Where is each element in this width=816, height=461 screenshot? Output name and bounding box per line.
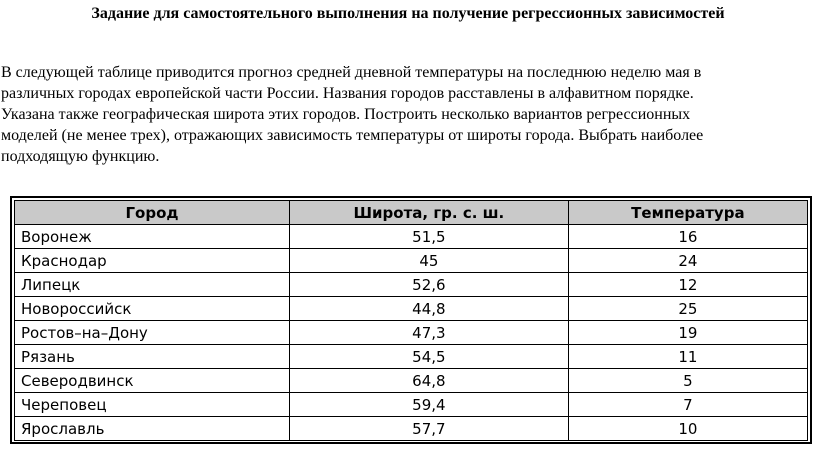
header-latitude: Широта, гр. с. ш. xyxy=(290,201,569,225)
paragraph-line: различных городах европейской части России. Названия городов расставлены в алфавитном порядке. xyxy=(1,85,694,102)
cell-temperature: 19 xyxy=(568,321,807,345)
paragraph-line: подходящую функцию. xyxy=(1,148,160,165)
cell-temperature: 7 xyxy=(568,393,807,417)
cell-temperature: 5 xyxy=(568,369,807,393)
cell-city: Новороссийск xyxy=(15,297,290,321)
cell-temperature: 25 xyxy=(568,297,807,321)
paragraph-line: Указана также географическая широта этих городов. Построить несколько вариантов регрессионных xyxy=(1,106,691,123)
cell-latitude: 44,8 xyxy=(290,297,569,321)
city-temperature-table xyxy=(14,200,808,441)
table-row xyxy=(15,417,808,441)
table-row xyxy=(15,225,808,249)
table-row xyxy=(15,321,808,345)
cell-city: Рязань xyxy=(15,345,290,369)
cell-city: Ярославль xyxy=(15,417,290,441)
cell-temperature: 10 xyxy=(568,417,807,441)
cell-temperature: 24 xyxy=(568,249,807,273)
cell-city: Северодвинск xyxy=(15,369,290,393)
paragraph-line: моделей (не менее трех), отражающих зависимость температуры от широты города. Выбрать наиболее xyxy=(1,127,704,144)
cell-city: Липецк xyxy=(15,273,290,297)
table-row xyxy=(15,345,808,369)
cell-city: Воронеж xyxy=(15,225,290,249)
cell-city: Ростов–на–Дону xyxy=(15,321,290,345)
cell-latitude: 57,7 xyxy=(290,417,569,441)
cell-latitude: 64,8 xyxy=(290,369,569,393)
cell-latitude: 45 xyxy=(290,249,569,273)
header-city: Город xyxy=(15,201,290,225)
cell-temperature: 11 xyxy=(568,345,807,369)
cell-latitude: 47,3 xyxy=(290,321,569,345)
table-row xyxy=(15,369,808,393)
table-header-row xyxy=(15,201,808,225)
table-row xyxy=(15,297,808,321)
cell-temperature: 16 xyxy=(568,225,807,249)
paragraph-line: В следующей таблице приводится прогноз средней дневной температуры на последнюю неделю мая в xyxy=(1,64,702,81)
table-row xyxy=(15,273,808,297)
table-row xyxy=(15,393,808,417)
city-temperature-table-frame xyxy=(10,196,812,444)
task-paragraph xyxy=(1,62,801,167)
document-title: Задание для самостоятельного выполнения на получение регрессионных зависимостей xyxy=(91,5,725,22)
cell-latitude: 59,4 xyxy=(290,393,569,417)
cell-latitude: 52,6 xyxy=(290,273,569,297)
table-row xyxy=(15,249,808,273)
cell-temperature: 12 xyxy=(568,273,807,297)
cell-latitude: 51,5 xyxy=(290,225,569,249)
header-temperature: Температура xyxy=(568,201,807,225)
cell-city: Краснодар xyxy=(15,249,290,273)
cell-city: Череповец xyxy=(15,393,290,417)
cell-latitude: 54,5 xyxy=(290,345,569,369)
